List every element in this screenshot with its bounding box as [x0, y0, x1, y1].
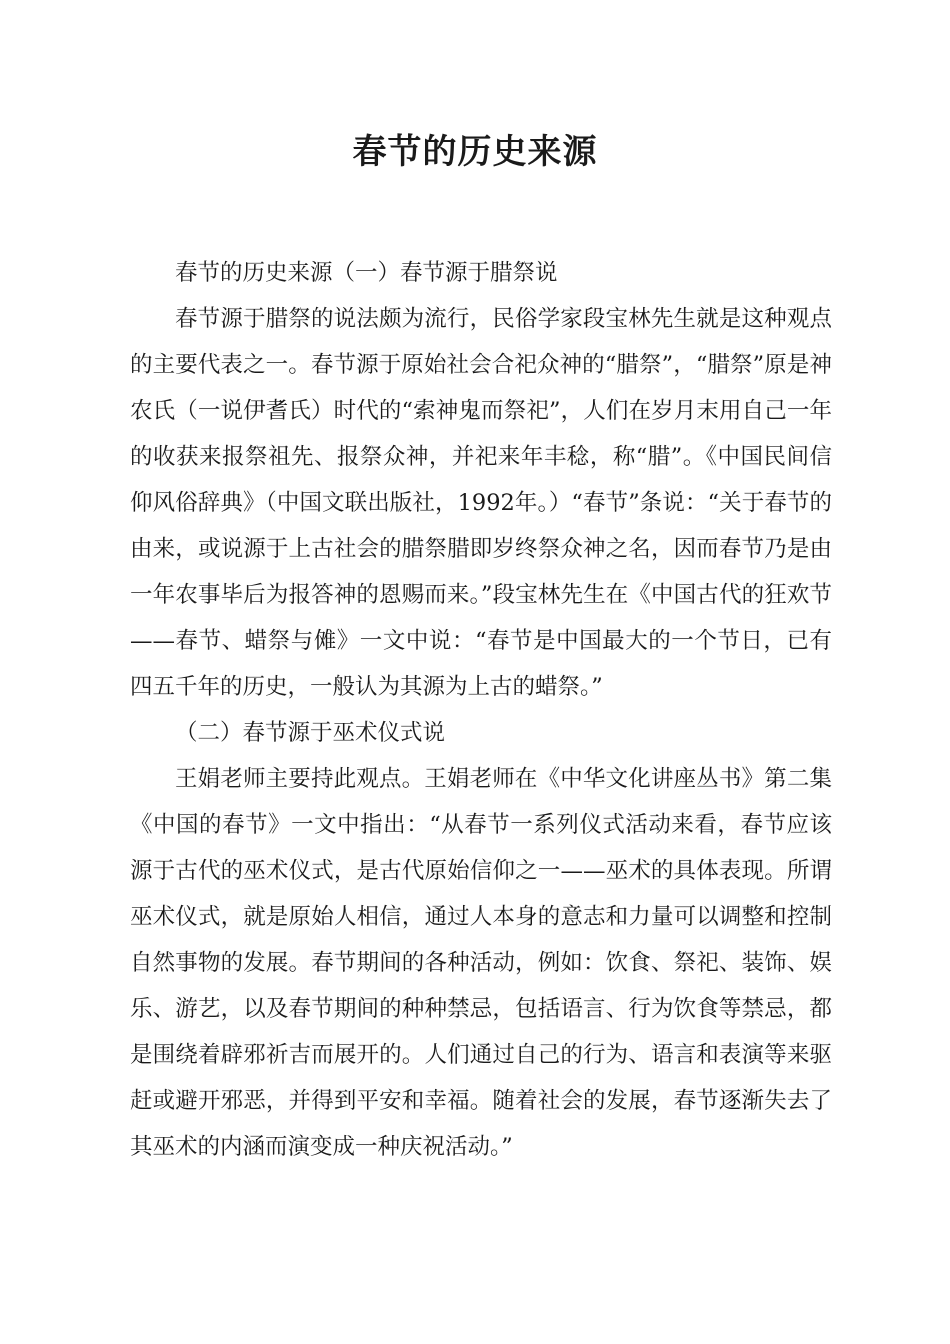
paragraph-heading-2: （二）春节源于巫术仪式说	[175, 720, 446, 746]
paragraph-2: 王娟老师主要持此观点。王娟老师在《中华文化讲座丛书》第二集《中国的春节》一文中指出：“从春节一系列仪式活动来看，春节应该源于古代的巫术仪式，是古代原始信仰之一——巫术的具体表现。所谓巫术仪式，就是原始人相信，通过人本身的意志和力量可以调整和控制自然事物的发展。春节期间的各种活动，例如：饮食、祭祀、装饰、娱乐、游艺，以及春节期间的种种禁忌，包括语言、行为饮食等禁忌，都是围绕着辟邪祈吉而展开的。人们通过自己的行为、语言和表演等来驱赶或避开邪恶，并得到平安和幸福。随着社会的发展，春节逐渐失去了其巫术的内涵而演变成一种庆祝活动。”	[130, 766, 832, 1160]
paragraph-heading-1: 春节的历史来源（一）春节源于腊祭说	[175, 260, 558, 286]
page-title: 春节的历史来源	[352, 132, 598, 172]
document-body	[130, 250, 832, 1170]
paragraph-1: 春节源于腊祭的说法颇为流行，民俗学家段宝林先生就是这种观点的主要代表之一。春节源于原始社会合祀众神的“腊祭”，“腊祭”原是神农氏（一说伊耆氏）时代的“索神鬼而祭祀”，人们在岁月末用自己一年的收获来报祭祖先、报祭众神，并祀来年丰稔，称“腊”。《中国民间信仰风俗辞典》（中国文联出版社，1992年。）“春节”条说：“关于春节的由来，或说源于上古社会的腊祭腊即岁终祭众神之名，因而春节乃是由一年农事毕后为报答神的恩赐而来。”段宝林先生在《中国古代的狂欢节——春节、蜡祭与傩》一文中说：“春节是中国最大的一个节日，已有四五千年的历史，一般认为其源为上古的蜡祭。”	[130, 306, 832, 700]
